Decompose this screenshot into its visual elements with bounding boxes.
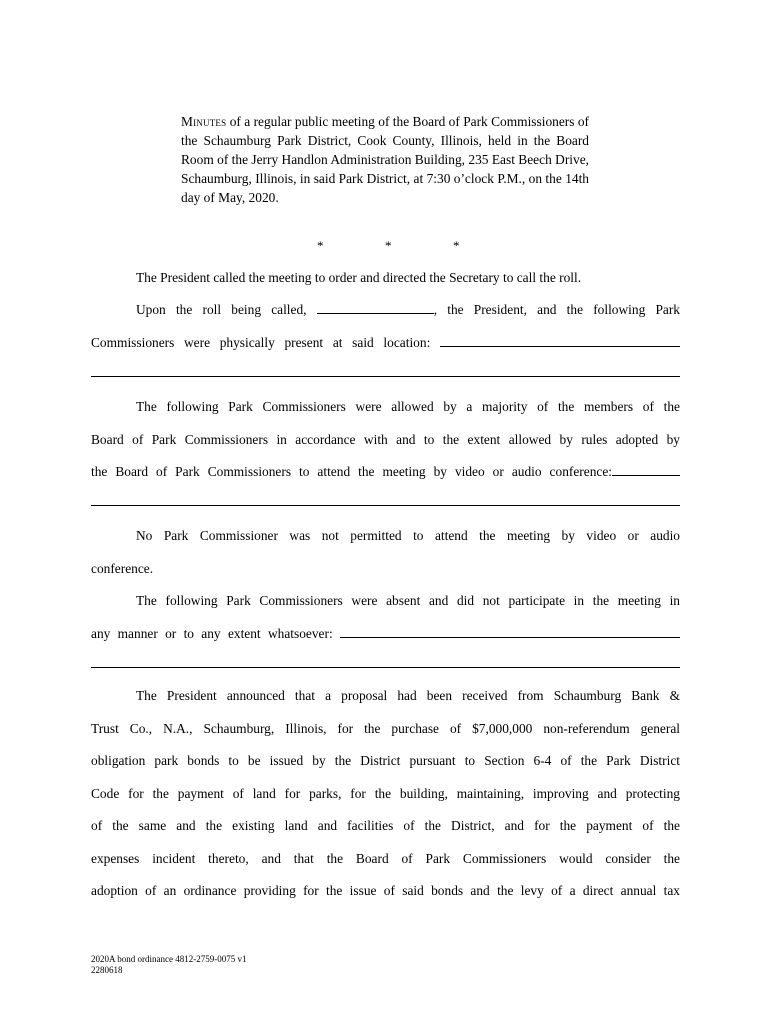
physically-present-text: Commissioners were physically present at said location: xyxy=(91,334,431,350)
absent-text: any manner or to any extent whatsoever: xyxy=(91,625,333,641)
paragraph-remote-attendance xyxy=(91,391,680,506)
document-footer xyxy=(91,954,246,976)
paragraph-line: Board of Park Commissioners in accordance with and to the extent allowed by rules adopted by xyxy=(91,431,680,447)
footer-doc-id: 2020A bond ordinance 4812-2759-0075 v1 xyxy=(91,954,247,964)
minutes-heading xyxy=(181,112,589,207)
remote-commissioners-blank xyxy=(612,461,680,476)
paragraph-line: Code for the payment of land for parks, for the building, maintaining, improving and protecting xyxy=(91,785,680,801)
paragraph-line: obligation park bonds to be issued by the District pursuant to Section 6-4 of the Park District xyxy=(91,753,680,768)
separator-star: * xyxy=(317,238,324,253)
roll-call-text-cont: , the President, and the following Park xyxy=(433,302,681,317)
minutes-heading-text: of a regular public meeting of the Board of Park Commissioners of the Schaumburg Park District, Cook County, Illinois, held in the Board Room of the Jerry Handlon Administration Building, 235 East Beech Drive, Schaumburg, Illinois, in said Park District, at 7:30 o’clock P.M., on the 14th day of May, 2020. xyxy=(181,114,589,205)
paragraph-line: The President announced that a proposal had been received from Schaumburg Bank & xyxy=(136,688,680,703)
paragraph-line xyxy=(91,456,680,489)
absent-commissioners-blank xyxy=(340,623,680,638)
blank-rule xyxy=(91,667,680,668)
blank-rule xyxy=(91,376,680,377)
remote-attendance-text: the Board of Park Commissioners to attend the meeting by video or audio conference: xyxy=(91,464,612,479)
paragraph-line: expenses incident thereto, and that the Board of Park Commissioners would consider the xyxy=(91,850,680,866)
paragraph-line xyxy=(91,294,680,327)
paragraph-bond-proposal xyxy=(91,680,680,908)
paragraph-line: conference. xyxy=(91,560,154,576)
paragraph-line: Trust Co., N.A., Schaumburg, Illinois, for the purchase of $7,000,000 non-referendum general xyxy=(91,720,680,736)
paragraph-line: The following Park Commissioners were allowed by a majority of the members of the xyxy=(136,399,680,414)
paragraph-line xyxy=(91,618,680,651)
separator-star: * xyxy=(453,238,460,253)
present-commissioners-blank xyxy=(440,332,680,347)
paragraph-line: The following Park Commissioners were absent and did not participate in the meeting in xyxy=(136,593,680,608)
paragraph-line: adoption of an ordinance providing for the issue of said bonds and the levy of a direct annual tax xyxy=(91,883,680,898)
footer-matter-number: 2280618 xyxy=(91,965,123,975)
paragraph-line: The President called the meeting to order and directed the Secretary to call the roll. xyxy=(136,270,582,285)
minutes-lead: Minutes xyxy=(181,114,227,129)
blank-rule xyxy=(91,505,680,506)
paragraph-not-permitted xyxy=(91,520,680,585)
paragraph-line: No Park Commissioner was not permitted to attend the meeting by video or audio xyxy=(136,528,680,543)
paragraph-line xyxy=(91,327,680,360)
paragraph-line: of the same and the existing land and facilities of the District, and for the payment of the xyxy=(91,818,680,833)
paragraph-absent xyxy=(91,585,680,668)
paragraph-roll-call xyxy=(91,294,680,377)
roll-call-text: Upon the roll being called, xyxy=(136,302,317,317)
separator-star: * xyxy=(385,238,392,253)
paragraph-call-to-order xyxy=(91,262,680,295)
president-name-blank xyxy=(317,299,434,314)
